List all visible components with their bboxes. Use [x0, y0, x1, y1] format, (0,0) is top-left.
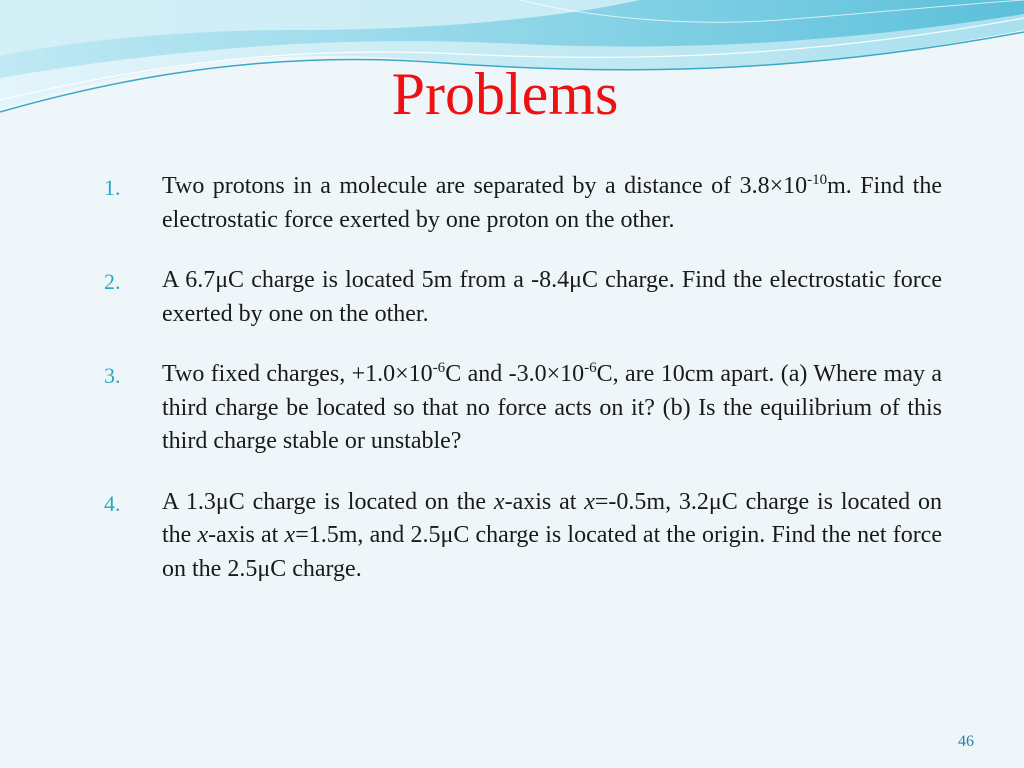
- page-number: 46: [958, 733, 974, 750]
- variable: x: [584, 488, 595, 515]
- exponent: -10: [807, 172, 828, 188]
- slide-title: Problems: [391, 61, 619, 127]
- problem-item: [104, 486, 942, 587]
- text-run: Two protons in a molecule are separated by a distance of 3.8×10: [162, 173, 808, 199]
- problem-number: 3.: [104, 363, 121, 388]
- problem-text: [162, 486, 942, 587]
- text-run: Two fixed charges, +1.0×10: [162, 361, 433, 387]
- variable: x: [197, 522, 209, 548]
- text-run: m. Find the electrostatic force exerted by one proton on the other.: [162, 173, 942, 233]
- problem-item: [104, 264, 942, 331]
- text-run: -axis at: [208, 522, 285, 548]
- problem-text: [162, 264, 942, 331]
- problem-number: 1.: [104, 175, 121, 200]
- variable: x: [493, 488, 505, 515]
- text-run: C and -3.0×10: [445, 361, 585, 387]
- text-run: -axis at: [504, 488, 585, 515]
- text-run: A 1.3μC charge is located on the: [162, 488, 494, 515]
- text-run: A 6.7μC charge is located 5m from a -8.4μC charge. Find the electrostatic force exerted by one on the other.: [162, 267, 942, 327]
- text-run: =1.5m, and 2.5μC charge is located at the origin. Find the net force on the 2.5μC charge.: [162, 522, 942, 582]
- exponent: -6: [432, 360, 446, 376]
- problem-item: [104, 358, 942, 459]
- variable: x: [284, 522, 296, 548]
- problem-text: [162, 358, 942, 459]
- text-run: =-0.5m, 3.2μC charge is located on the: [162, 488, 942, 548]
- problem-list: [104, 170, 942, 613]
- problem-item: [104, 170, 942, 237]
- problem-number: 2.: [104, 269, 121, 294]
- problem-number: 4.: [104, 490, 121, 516]
- text-run: C, are 10cm apart. (a) Where may a third charge be located so that no force acts on it? (b) Is the equilibrium of this third charge stable or unstable?: [162, 361, 942, 454]
- exponent: -6: [584, 360, 597, 376]
- problem-text: [162, 170, 942, 237]
